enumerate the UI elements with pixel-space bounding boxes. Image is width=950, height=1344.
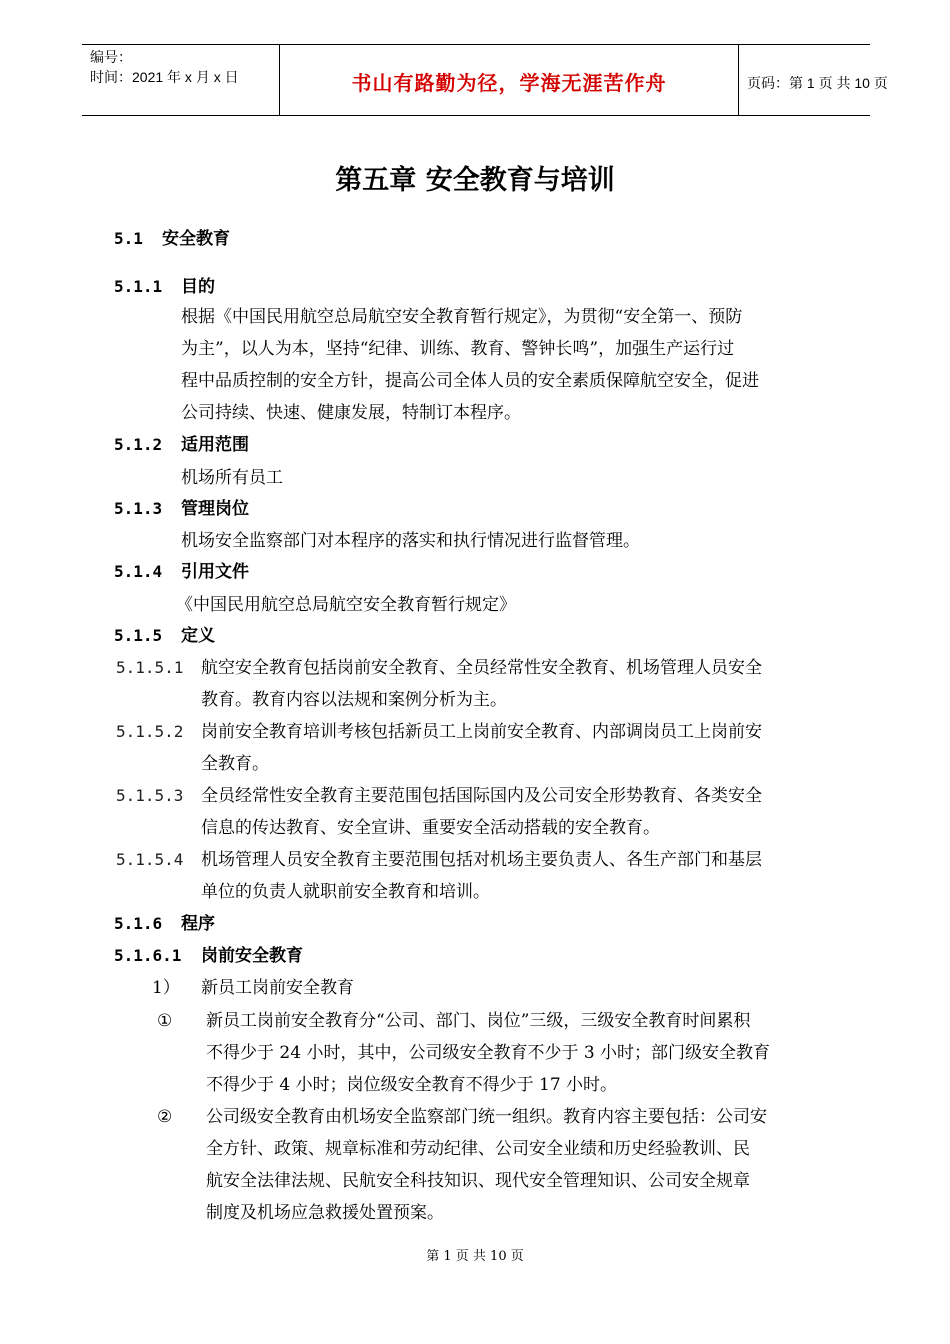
clause-line: 岗前安全教育培训考核包括新员工上岗前安全教育、内部调岗员工上岗前安 xyxy=(201,722,762,742)
subsection-number: 5.1.3 xyxy=(114,499,163,518)
subsection-number: 5.1.2 xyxy=(114,435,163,454)
header-meta-cell xyxy=(82,45,279,115)
clause-number: 5.1.5.4 xyxy=(116,850,184,869)
subsection-number: 5.1.1 xyxy=(114,277,163,296)
subsection-title: 管理岗位 xyxy=(181,499,249,519)
clause-line: 全教育。 xyxy=(201,754,269,774)
clause-line: 机场管理人员安全教育主要范围包括对机场主要负责人、各生产部门和基层 xyxy=(201,850,762,870)
subsection-title: 目的 xyxy=(181,277,215,297)
subsection-title: 引用文件 xyxy=(181,562,249,582)
list-item-line: 不得少于 4 小时；岗位级安全教育不得少于 17 小时。 xyxy=(206,1075,618,1095)
document-time-label: 时间：2021 年 x 月 x 日 xyxy=(90,69,239,85)
subsection-title: 定义 xyxy=(181,626,215,646)
subsection-number: 5.1.6 xyxy=(114,914,163,933)
list-item-line: 航安全法律法规、民航安全科技知识、现代安全管理知识、公司安全规章 xyxy=(206,1171,750,1191)
chapter-title: 第五章 安全教育与培训 xyxy=(335,165,615,196)
paragraph-line: 公司持续、快速、健康发展，特制订本程序。 xyxy=(181,403,521,423)
header-table xyxy=(82,44,888,116)
paragraph-line: 为主”，以人为本，坚持“纪律、训练、教育、警钟长鸣”，加强生产运行过 xyxy=(181,339,735,359)
subsection-heading xyxy=(114,276,215,298)
section-heading xyxy=(114,228,230,250)
circled-marker: ① xyxy=(157,1011,173,1031)
paragraph-line: 机场安全监察部门对本程序的落实和执行情况进行监督管理。 xyxy=(181,531,640,551)
subsection-number: 5.1.5 xyxy=(114,626,163,645)
list-item-text: 新员工岗前安全教育 xyxy=(201,978,354,998)
list-item-line: 全方针、政策、规章标准和劳动纪律、公司安全业绩和历史经验教训、民 xyxy=(206,1139,750,1159)
clause-number: 5.1.5.2 xyxy=(116,722,184,741)
clause-number: 5.1.5.1 xyxy=(116,658,184,677)
paragraph-line: 机场所有员工 xyxy=(181,468,283,488)
clause-line: 航空安全教育包括岗前安全教育、全员经常性安全教育、机场管理人员安全 xyxy=(201,658,762,678)
subsection-heading xyxy=(114,913,215,935)
document-code-label: 编号： xyxy=(90,49,132,65)
clause-line: 全员经常性安全教育主要范围包括国际国内及公司安全形势教育、各类安全 xyxy=(201,786,762,806)
list-item-line: 新员工岗前安全教育分“公司、部门、岗位”三级，三级安全教育时间累积 xyxy=(206,1011,751,1031)
paragraph-line: 程中品质控制的安全方针，提高公司全体人员的安全素质保障航空安全，促进 xyxy=(181,371,759,391)
header-page-info: 页码：第 1 页 共 10 页 xyxy=(747,75,888,91)
subsubsection-heading xyxy=(114,945,303,967)
list-item-line: 制度及机场应急救援处置预案。 xyxy=(206,1203,444,1223)
clause-line: 教育。教育内容以法规和案例分析为主。 xyxy=(201,690,507,710)
subsection-title: 程序 xyxy=(181,914,215,934)
subsection-heading xyxy=(114,561,249,583)
list-item-line: 公司级安全教育由机场安全监察部门统一组织。教育内容主要包括：公司安 xyxy=(206,1107,767,1127)
paragraph-line: 根据《中国民用航空总局航空安全教育暂行规定》，为贯彻“安全第一、预防 xyxy=(181,307,743,327)
subsection-title: 适用范围 xyxy=(181,435,249,455)
header-motto-cell xyxy=(279,45,739,115)
subsection-heading xyxy=(114,434,249,456)
page-footer: 第 1 页 共 10 页 xyxy=(426,1249,524,1264)
clause-line: 信息的传达教育、安全宣讲、重要安全活动搭载的安全教育。 xyxy=(201,818,660,838)
circled-marker: ② xyxy=(157,1107,173,1127)
list-marker: 1） xyxy=(152,978,180,998)
subsection-heading xyxy=(114,498,249,520)
motto-text: 书山有路勤为径，学海无涯苦作舟 xyxy=(351,71,667,95)
subsubsection-number: 5.1.6.1 xyxy=(114,946,182,965)
header-page-cell xyxy=(738,45,888,115)
list-item-line: 不得少于 24 小时，其中，公司级安全教育不少于 3 小时；部门级安全教育 xyxy=(206,1043,771,1063)
subsection-heading xyxy=(114,625,215,647)
subsubsection-title: 岗前安全教育 xyxy=(201,946,303,966)
section-title: 安全教育 xyxy=(162,229,230,249)
clause-line: 单位的负责人就职前安全教育和培训。 xyxy=(201,882,490,902)
subsection-number: 5.1.4 xyxy=(114,562,163,581)
section-number: 5.1 xyxy=(114,229,143,248)
clause-number: 5.1.5.3 xyxy=(116,786,184,805)
paragraph-line: 《中国民用航空总局航空安全教育暂行规定》 xyxy=(176,595,516,615)
